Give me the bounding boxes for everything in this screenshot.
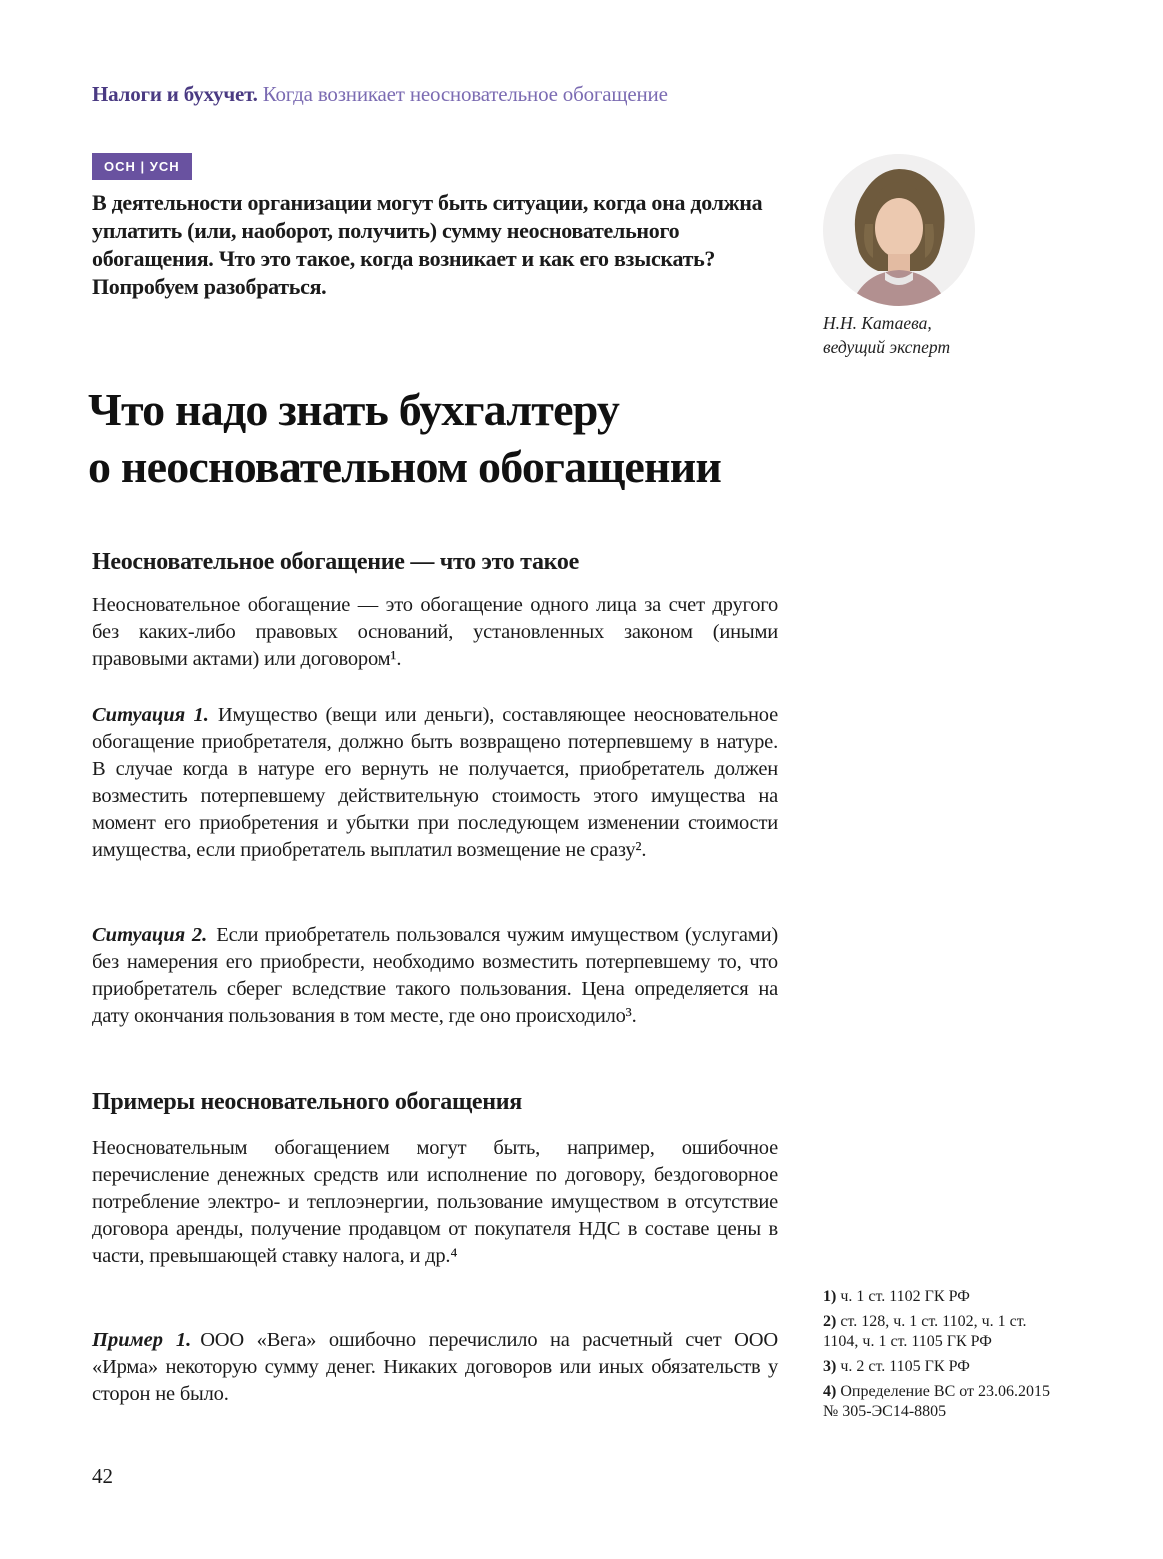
author-role: ведущий эксперт [823,337,951,357]
rubric-header [92,82,668,107]
footnote-text: ст. 128, ч. 1 ст. 1102, ч. 1 ст. 1104, ч. 1 ст. 1105 ГК РФ [823,1313,1027,1350]
situation-1-label: Ситуация 1. [92,704,209,726]
footnote-number: 3) [823,1358,837,1375]
rubric-article-reference: Когда возникает неосновательное обогащение [262,82,668,106]
section-heading-definition: Неосновательное обогащение — что это такое [92,549,579,575]
footnote-item [823,1357,1061,1377]
examples-paragraph: Неосновательным обогащением могут быть, например, ошибочное перечисление денежных средств или исполнение по договору, бездоговорное потребление электро- и теплоэнергии, пользование имуществом в отсутствие договора аренды, получение продавцом от покупателя НДС в составе цены в части, превышающей ставку налога, и др.⁴ [92,1137,778,1267]
author-name: Н.Н. Катаева, [823,313,932,333]
footnote-item [823,1287,1061,1307]
article-title-line1: Что надо знать бухгалтеру [88,384,620,435]
situation-1-paragraph [92,702,778,864]
footnote-text: ч. 2 ст. 1105 ГК РФ [840,1358,970,1375]
footnote-number: 4) [823,1383,837,1400]
portrait-illustration [823,154,975,306]
footnote-list [823,1287,1061,1427]
author-caption [823,311,950,359]
example-1-label: Пример 1. [92,1329,192,1351]
footnote-item [823,1382,1061,1422]
author-photo [823,154,975,306]
situation-2-label: Ситуация 2. [92,924,208,946]
footnote-item [823,1312,1061,1352]
intro-paragraph: В деятельности организации могут быть ситуации, когда она должна уплатить (или, наоборот, получить) сумму неосновательного обогащения. Что это такое, когда возникает и как его взыскать? Попробуем разобраться. [92,190,763,299]
article-title [88,381,721,495]
situation-2-paragraph [92,922,778,1030]
situation-2-text: Если приобретатель пользовался чужим имуществом (услугами) без намерения его приобрести, необходимо возместить потерпевшему то, что приобретатель сберег вследствие такого пользования. Цена определяется на дату окончания пользования в том месте, где оно происходило³. [92,924,778,1027]
rubric-section-label: Налоги и бухучет. [92,82,258,106]
example-1-text: ООО «Вега» ошибочно перечислило на расчетный счет ООО «Ирма» некоторую сумму денег. Никаких договоров или иных обязательств у сторон не было. [92,1329,778,1405]
footnote-text: Определение ВС от 23.06.2015 № 305-ЭС14-8805 [823,1383,1051,1420]
tax-regime-badge: ОСН | УСН [92,153,192,180]
footnote-number: 2) [823,1313,837,1330]
article-title-line2: о неосновательном обогащении [88,441,722,492]
footnote-text: ч. 1 ст. 1102 ГК РФ [840,1288,970,1305]
situation-1-text: Имущество (вещи или деньги), составляющее неосновательное обогащение приобретателя, должно быть возвращено потерпевшему в натуре. В случае когда в натуре его вернуть не получается, приобретатель должен возместить потерпевшему действительную стоимость этого имущества на момент его приобретения и убытки при последующем изменении стоимости имущества, если приобретатель выплатил возмещение не сразу². [92,704,778,861]
footnote-number: 1) [823,1288,837,1305]
section-heading-examples: Примеры неосновательного обогащения [92,1089,522,1115]
page-number: 42 [92,1464,113,1488]
example-1-paragraph [92,1327,778,1408]
definition-paragraph: Неосновательное обогащение — это обогащение одного лица за счет другого без каких-либо правовых оснований, установленных законом (иными правовыми актами) или договором¹. [92,594,778,670]
